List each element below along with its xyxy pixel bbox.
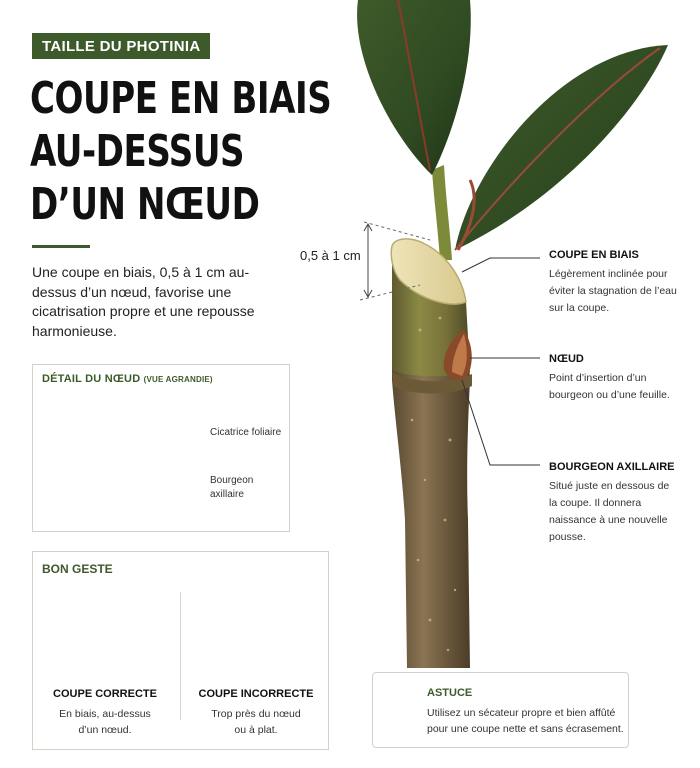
correct-cut-title: COUPE CORRECTE <box>53 688 157 700</box>
tip-title: ASTUCE <box>427 687 473 699</box>
annotation-bud-text: Situé juste en dessous de la coupe. Il donnera naissance à une nouvelle pousse. <box>549 480 670 543</box>
annotation-cut-text: Légèrement inclinée pour éviter la stagnation de l’eau sur la coupe. <box>549 268 677 314</box>
detail-title <box>42 373 213 385</box>
incorrect-cut-title: COUPE INCORRECTE <box>198 688 314 700</box>
good-practice-title: BON GESTE <box>42 562 113 576</box>
measure-label: 0,5 à 1 cm <box>300 248 361 263</box>
intro-text: Une coupe en biais, 0,5 à 1 cm au-dessus d’un nœud, favorise une cicatrisation propre et une repousse harmonieuse. <box>32 264 255 339</box>
title-line-3: D’UN NŒUD <box>30 179 260 230</box>
annotation-node-title: NŒUD <box>549 353 584 365</box>
annotation-cut-title: COUPE EN BIAIS <box>549 249 639 261</box>
label-leaf-scar: Cicatrice foliaire <box>210 427 282 438</box>
tip-text: Utilisez un sécateur propre et bien affûté pour une coupe nette et sans écrasement. <box>427 707 624 735</box>
category-badge: TAILLE DU PHOTINIA <box>32 33 210 59</box>
correct-cut-line2: d’un nœud. <box>78 724 132 736</box>
leaf-right <box>455 45 668 250</box>
panel-divider <box>180 592 181 720</box>
correct-cut-text <box>40 706 170 738</box>
leader-bud <box>462 380 540 465</box>
detail-panel <box>32 364 290 532</box>
title-line-1: COUPE EN BIAIS <box>30 73 332 124</box>
label-axillary-bud-line2: axillaire <box>210 489 244 500</box>
label-axillary-bud-line1: Bourgeon <box>210 475 254 486</box>
label-axillary-bud <box>210 474 253 502</box>
incorrect-cut-text <box>191 706 321 738</box>
young-shoot <box>432 165 452 260</box>
incorrect-cut-line2: ou à plat. <box>234 724 278 736</box>
detail-title-text: DÉTAIL DU NŒUD <box>42 373 141 385</box>
annotation-bud-title: BOURGEON AXILLAIRE <box>549 461 675 473</box>
incorrect-cut-line1: Trop près du nœud <box>211 708 301 720</box>
correct-cut-line1: En biais, au-dessus <box>59 708 151 720</box>
leader-cut <box>462 258 540 272</box>
title-line-2: AU-DESSUS <box>30 126 245 177</box>
annotation-node-text: Point d’insertion d’un bourgeon ou d’une feuille. <box>549 372 670 401</box>
detail-subtitle: (VUE AGRANDIE) <box>143 375 213 384</box>
